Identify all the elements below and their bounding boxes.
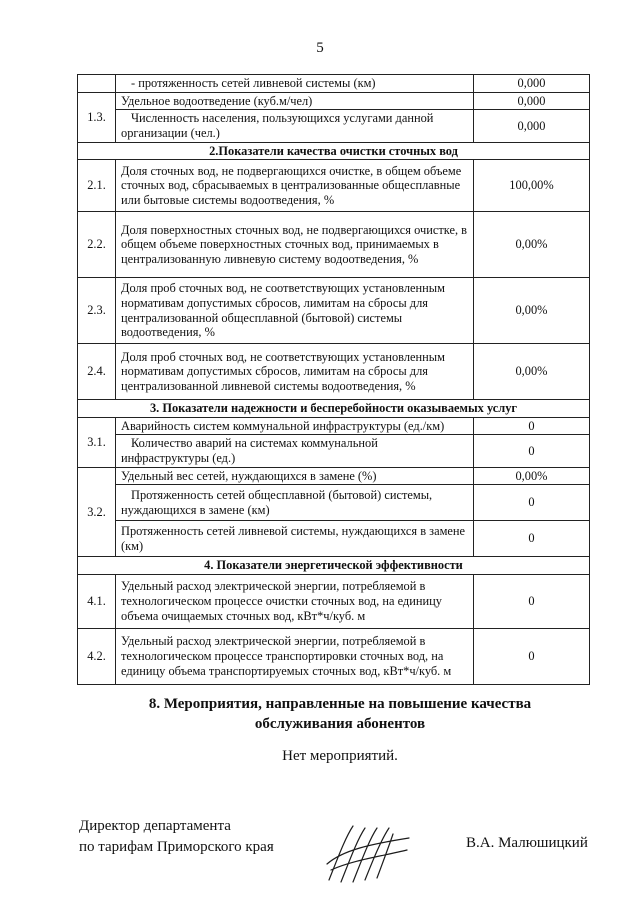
section-8-heading	[80, 695, 600, 734]
table-row	[78, 212, 590, 278]
item-number: 4.2.	[78, 628, 116, 684]
row-label: - протяженность сетей ливневой системы (км)	[116, 75, 474, 93]
table-row	[78, 521, 590, 557]
page-number: 5	[316, 40, 324, 56]
section-8-heading-line: 8. Мероприятия, направленные на повышение качества	[148, 696, 532, 712]
row-label: Количество аварий на системах коммунальной инфраструктуры (ед.)	[116, 435, 474, 467]
row-value: 0,00%	[474, 344, 590, 400]
signer-title-line: по тарифам Приморского края	[79, 839, 274, 855]
row-value: 0,00%	[474, 278, 590, 344]
item-number: 3.1.	[78, 417, 116, 467]
row-label: Доля поверхностных сточных вод, не подвергающихся очистке, в общем объеме поверхностных сточных вод, принимаемых в централизованную ливневую систему водоотведения, %	[116, 212, 474, 278]
indicators-table	[77, 74, 590, 685]
row-label: Доля проб сточных вод, не соответствующих установленным нормативам допустимых сбросов, лимитам на сбросы для централизованной общесплавной (бытовой) системы водоотведения, %	[116, 278, 474, 344]
item-number: 2.1.	[78, 160, 116, 212]
item-number: 1.3.	[78, 92, 116, 142]
signer-title-line: Директор департамента	[79, 818, 231, 834]
row-label: Доля проб сточных вод, не соответствующих установленным нормативам допустимых сбросов, лимитам на сбросы для централизованной ливневой системы водоотведения, %	[116, 344, 474, 400]
row-label: Доля сточных вод, не подвергающихся очистке, в общем объеме сточных вод, сбрасываемых в централизованные общесплавные или бытовые системы водоотведения, %	[116, 160, 474, 212]
table-row	[78, 417, 590, 435]
section-header-row	[78, 557, 590, 575]
row-value: 0,00%	[474, 467, 590, 485]
item-number: 2.4.	[78, 344, 116, 400]
table-row	[78, 278, 590, 344]
row-label: Удельный вес сетей, нуждающихся в замене (%)	[116, 467, 474, 485]
row-label: Удельный расход электрической энергии, потребляемой в технологическом процессе транспортировки сточных вод, на единицу объема транспортируемых сточных вод, кВт*ч/куб. м	[116, 628, 474, 684]
row-value: 100,00%	[474, 160, 590, 212]
row-label: Численность населения, пользующихся услугами данной организации (чел.)	[116, 110, 474, 142]
row-value: 0,00%	[474, 212, 590, 278]
item-number: 4.1.	[78, 574, 116, 628]
table-row	[78, 467, 590, 485]
row-value: 0	[474, 574, 590, 628]
row-label: Удельный расход электрической энергии, потребляемой в технологическом процессе очистки сточных вод, на единицу объема очищаемых сточных вод, кВт*ч/куб. м	[116, 574, 474, 628]
row-label: Аварийность систем коммунальной инфраструктуры (ед./км)	[116, 417, 474, 435]
row-value: 0,000	[474, 75, 590, 93]
section-header: 3. Показатели надежности и бесперебойности оказываемых услуг	[78, 400, 590, 418]
signer-title	[79, 816, 274, 858]
row-value: 0	[474, 628, 590, 684]
table-row	[78, 485, 590, 521]
table-row	[78, 574, 590, 628]
section-header-row	[78, 142, 590, 160]
row-label: Протяженность сетей общесплавной (бытовой) системы, нуждающихся в замене (км)	[116, 485, 474, 521]
item-number: 3.2.	[78, 467, 116, 557]
section-header-row	[78, 400, 590, 418]
row-value: 0	[474, 521, 590, 557]
item-number: 2.2.	[78, 212, 116, 278]
no-measures-text: Нет мероприятий.	[282, 748, 398, 764]
section-header: 4. Показатели энергетической эффективности	[78, 557, 590, 575]
section-header: 2.Показатели качества очистки сточных вод	[78, 142, 590, 160]
table-row	[78, 435, 590, 467]
table-row	[78, 92, 590, 110]
signature-image	[323, 820, 413, 888]
signer-name: В.А. Малюшицкий	[466, 835, 588, 851]
item-number: 2.3.	[78, 278, 116, 344]
section-8-heading-line: обслуживания абонентов	[254, 715, 426, 732]
row-value: 0	[474, 485, 590, 521]
row-label: Удельное водоотведение (куб.м/чел)	[116, 92, 474, 110]
row-value: 0,000	[474, 92, 590, 110]
row-value: 0	[474, 417, 590, 435]
row-value: 0	[474, 435, 590, 467]
table-row	[78, 628, 590, 684]
table-row	[78, 160, 590, 212]
table-row	[78, 75, 590, 93]
row-value: 0,000	[474, 110, 590, 142]
table-row	[78, 110, 590, 142]
table-row	[78, 344, 590, 400]
row-label: Протяженность сетей ливневой системы, нуждающихся в замене (км)	[116, 521, 474, 557]
